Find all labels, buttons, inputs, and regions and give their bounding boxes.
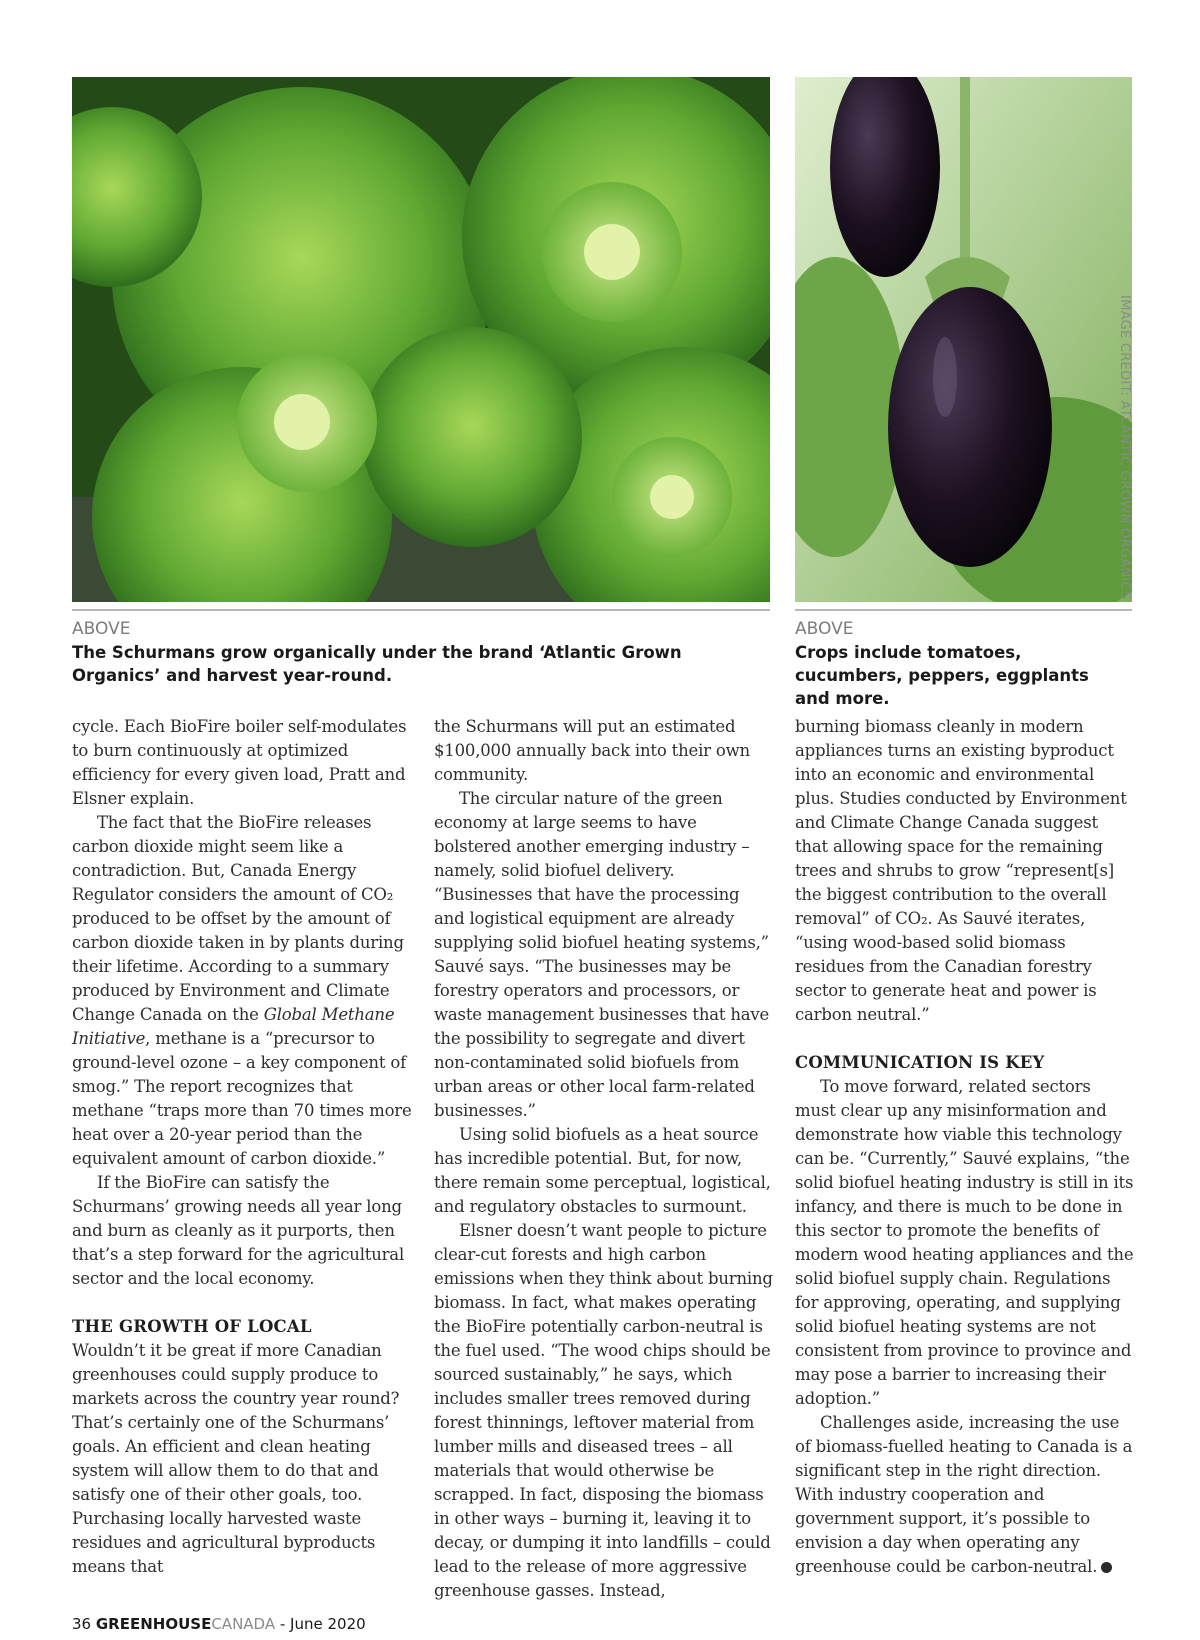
paragraph: burning biomass cleanly in modern appliances turns an existing byproduct into an economic and environmental plus. Studies conducted by Environment and Climate Change Canada suggest that allowing space for the remaining trees and shrubs to grow “represent[s] the biggest contribution to the overall removal” of CO₂. As Sauvé iterates, “using wood-based solid biomass residues from the Canadian forestry sector to generate heat and power is carbon neutral.”: [795, 717, 1127, 1024]
paragraph: the Schurmans will put an estimated $100,000 annually back into their own community.: [434, 717, 750, 784]
issue-date: - June 2020: [279, 1615, 366, 1633]
article-column-3: [795, 715, 1135, 1579]
lettuce-photo: [72, 77, 770, 602]
paragraph: If the BioFire can satisfy the Schurmans’ growing needs all year long and burn as cleanly as it purports, then that’s a step forward for the agricultural sector and the local economy.: [72, 1173, 405, 1288]
paragraph: Using solid biofuels as a heat source has incredible potential. But, for now, there remain some perceptual, logistical, and regulatory obstacles to surmount.: [434, 1125, 771, 1216]
paragraph: To move forward, related sectors must clear up any misinformation and demonstrate how viable this technology can be. “Currently,” Sauvé explains, “the solid biofuel heating industry is still in its infancy, and there is much to be done in this sector to promote the benefits of modern wood heating appliances and the solid biofuel supply chain. Regulations for approving, operating, and supplying solid biofuel heating systems are not consistent from province to province and may pose a barrier to increasing their adoption.”: [795, 1077, 1134, 1408]
paragraph: Challenges aside, increasing the use of biomass-fuelled heating to Canada is a significant step in the right direction. With industry cooperation and government support, it’s possible to envision a day when operating any greenhouse could be carbon-neutral.: [795, 1413, 1133, 1576]
publication-title: Global Methane Initiative: [72, 1005, 395, 1048]
caption-text-left: The Schurmans grow organically under the brand ‘Atlantic Grown Organics’ and harvest year-round.: [72, 643, 682, 685]
paragraph: cycle. Each BioFire boiler self-modulates to burn continuously at optimized efficiency for every given load, Pratt and Elsner explain.: [72, 717, 407, 808]
caption-rule-left: [72, 609, 770, 611]
article-column-2: [434, 715, 774, 1603]
end-of-article-icon: [1101, 1562, 1112, 1573]
section-heading: THE GROWTH OF LOCAL: [72, 1317, 312, 1336]
page-footer: [72, 1615, 366, 1633]
caption-text-right: Crops include tomatoes, cucumbers, peppers, eggplants and more.: [795, 643, 1089, 708]
section-heading: COMMUNICATION IS KEY: [795, 1053, 1045, 1072]
eggplant-photo: [795, 77, 1132, 602]
article-column-1: [72, 715, 412, 1579]
caption-label-left: ABOVE: [72, 619, 131, 639]
page-number: 36: [72, 1615, 92, 1633]
paragraph: Wouldn’t it be great if more Canadian greenhouses could supply produce to markets across the country year round? That’s certainly one of the Schurmans’ goals. An efficient and clean heating system will allow them to do that and satisfy one of their other goals, too. Purchasing locally harvested waste residues and agricultural byproducts means that: [72, 1341, 400, 1576]
paragraph: The circular nature of the green economy at large seems to have bolstered another emerging industry – namely, solid biofuel delivery. “Businesses that have the processing and logistical equipment are already supplying solid biofuel heating systems,” Sauvé says. “The businesses may be forestry operators and processors, or waste management businesses that have the possibility to segregate and divert non-contaminated solid biofuels from urban areas or other local farm-related businesses.”: [434, 789, 770, 1120]
caption-rule-right: [795, 609, 1132, 611]
image-credit: IMAGE CREDIT: ATLANTIC GROWN ORGANICS: [1117, 295, 1132, 600]
magazine-name: GREENHOUSE: [95, 1615, 212, 1633]
paragraph: Elsner doesn’t want people to picture clear-cut forests and high carbon emissions when they think about burning biomass. In fact, what makes operating the BioFire potentially carbon-neutral is the fuel used. “The wood chips should be sourced sustainably,” he says, which includes smaller trees removed during forest thinnings, leftover material from lumber mills and diseased trees – all materials that would otherwise be scrapped. In fact, disposing the biomass in other ways – burning it, leaving it to decay, or dumping it into landfills – could lead to the release of more aggressive greenhouse gasses. Instead,: [434, 1221, 773, 1600]
caption-label-right: ABOVE: [795, 619, 854, 639]
magazine-name-suffix: CANADA: [211, 1615, 276, 1633]
paragraph: The fact that the BioFire releases carbon dioxide might seem like a contradiction. But, Canada Energy Regulator considers the amount of CO₂ produced to be offset by the amount of carbon dioxide taken in by plants during their lifetime. According to a summary produced by Environment and Climate Change Canada on the Global Methane Initiative, methane is a “precursor to ground-level ozone – a key component of smog.” The report recognizes that methane “traps more than 70 times more heat over a 20-year period than the equivalent amount of carbon dioxide.”: [72, 813, 412, 1168]
